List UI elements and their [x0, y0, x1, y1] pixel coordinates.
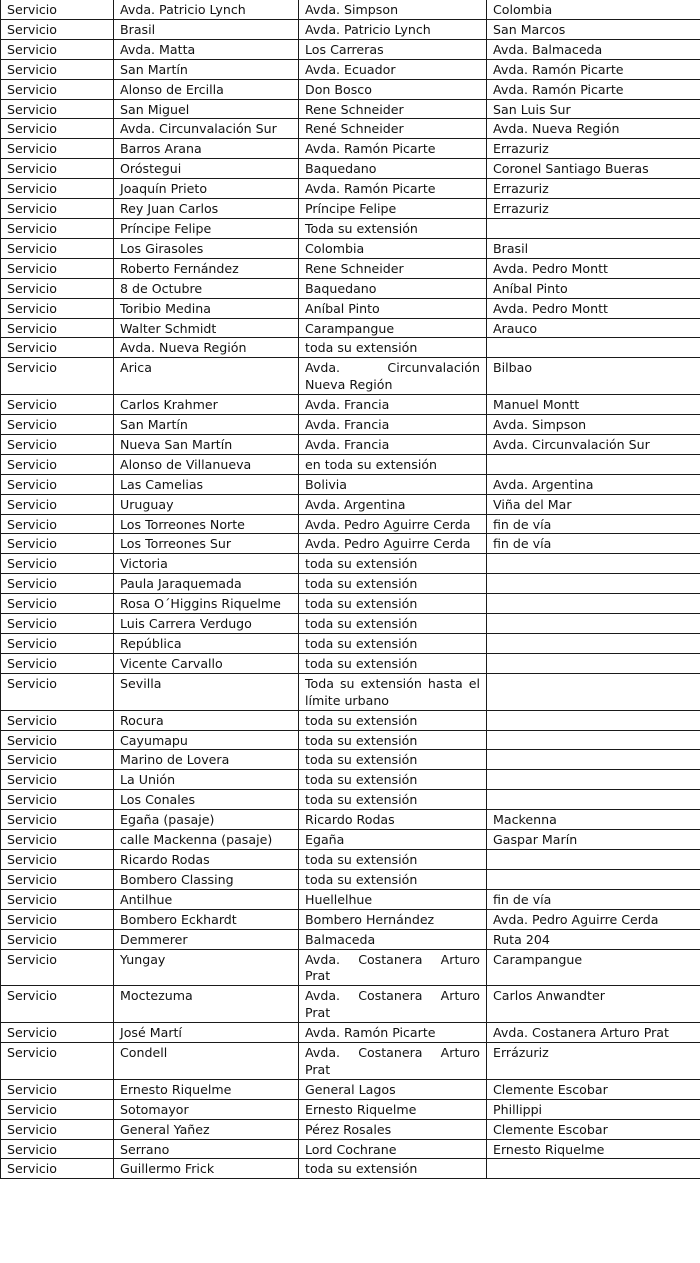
table-row	[1, 0, 700, 19]
table-row	[1, 39, 700, 59]
from-cell: toda su extensión	[299, 614, 487, 634]
type-cell: Servicio	[1, 298, 114, 318]
street-cell: Avda. Matta	[114, 39, 299, 59]
type-cell: Servicio	[1, 889, 114, 909]
to-cell: Clemente Escobar	[487, 1119, 700, 1139]
type-cell: Servicio	[1, 395, 114, 415]
street-cell: Rocura	[114, 710, 299, 730]
table-row	[1, 1079, 700, 1099]
to-cell: Avda. Pedro Aguirre Cerda	[487, 909, 700, 929]
from-cell: Baquedano	[299, 278, 487, 298]
from-cell: Carampangue	[299, 318, 487, 338]
street-cell: Avda. Nueva Región	[114, 338, 299, 358]
street-cell: Yungay	[114, 949, 299, 986]
to-cell: Errazuriz	[487, 139, 700, 159]
type-cell: Servicio	[1, 1119, 114, 1139]
type-cell: Servicio	[1, 59, 114, 79]
table-row	[1, 986, 700, 1023]
from-cell: Avda. Francia	[299, 434, 487, 454]
type-cell: Servicio	[1, 139, 114, 159]
type-cell: Servicio	[1, 534, 114, 554]
street-cell: Rey Juan Carlos	[114, 199, 299, 219]
from-cell: Príncipe Felipe	[299, 199, 487, 219]
to-cell	[487, 869, 700, 889]
to-cell: Avda. Nueva Región	[487, 119, 700, 139]
table-row	[1, 298, 700, 318]
type-cell: Servicio	[1, 238, 114, 258]
from-cell: toda su extensión	[299, 770, 487, 790]
table-row	[1, 1139, 700, 1159]
street-cell: Bombero Classing	[114, 869, 299, 889]
to-cell: Errázuriz	[487, 1043, 700, 1080]
street-cell: Luis Carrera Verdugo	[114, 614, 299, 634]
from-cell: Avda. Circunvalación Nueva Región	[299, 358, 487, 395]
table-row	[1, 710, 700, 730]
street-cell: Ricardo Rodas	[114, 849, 299, 869]
table-row	[1, 434, 700, 454]
street-cell: Avda. Circunvalación Sur	[114, 119, 299, 139]
street-cell: Los Girasoles	[114, 238, 299, 258]
to-cell: Avda. Costanera Arturo Prat	[487, 1023, 700, 1043]
to-cell	[487, 750, 700, 770]
type-cell: Servicio	[1, 949, 114, 986]
type-cell: Servicio	[1, 554, 114, 574]
from-cell: Egaña	[299, 830, 487, 850]
from-cell: toda su extensión	[299, 554, 487, 574]
to-cell	[487, 574, 700, 594]
table-row	[1, 790, 700, 810]
from-cell: Toda su extensión	[299, 218, 487, 238]
street-cell: Avda. Patricio Lynch	[114, 0, 299, 19]
to-cell: Avda. Circunvalación Sur	[487, 434, 700, 454]
from-cell: en toda su extensión	[299, 454, 487, 474]
table-row	[1, 810, 700, 830]
to-cell: Errazuriz	[487, 199, 700, 219]
table-row	[1, 653, 700, 673]
type-cell: Servicio	[1, 179, 114, 199]
street-cell: Los Torreones Sur	[114, 534, 299, 554]
street-cell: Sevilla	[114, 673, 299, 710]
table-row	[1, 514, 700, 534]
from-cell: Avda. Costanera Arturo Prat	[299, 1043, 487, 1080]
table-row	[1, 1043, 700, 1080]
street-cell: Sotomayor	[114, 1099, 299, 1119]
street-cell: Serrano	[114, 1139, 299, 1159]
street-cell: Victoria	[114, 554, 299, 574]
table-row	[1, 909, 700, 929]
street-cell: Alonso de Villanueva	[114, 454, 299, 474]
from-cell: Rene Schneider	[299, 99, 487, 119]
type-cell: Servicio	[1, 710, 114, 730]
to-cell: Bilbao	[487, 358, 700, 395]
from-cell: René Schneider	[299, 119, 487, 139]
to-cell: fin de vía	[487, 889, 700, 909]
type-cell: Servicio	[1, 258, 114, 278]
from-cell: Baquedano	[299, 159, 487, 179]
type-cell: Servicio	[1, 278, 114, 298]
to-cell	[487, 218, 700, 238]
to-cell	[487, 730, 700, 750]
to-cell	[487, 614, 700, 634]
table-row	[1, 278, 700, 298]
from-cell: toda su extensión	[299, 338, 487, 358]
from-cell: Avda. Costanera Arturo Prat	[299, 949, 487, 986]
to-cell: Gaspar Marín	[487, 830, 700, 850]
table-row	[1, 358, 700, 395]
from-cell: toda su extensión	[299, 730, 487, 750]
to-cell	[487, 338, 700, 358]
from-cell: Balmaceda	[299, 929, 487, 949]
street-cell: Los Conales	[114, 790, 299, 810]
to-cell: Coronel Santiago Bueras	[487, 159, 700, 179]
table-row	[1, 614, 700, 634]
from-cell: General Lagos	[299, 1079, 487, 1099]
street-cell: Condell	[114, 1043, 299, 1080]
to-cell	[487, 554, 700, 574]
type-cell: Servicio	[1, 1043, 114, 1080]
streets-table-body	[1, 0, 700, 1179]
street-cell: calle Mackenna (pasaje)	[114, 830, 299, 850]
from-cell: Avda. Francia	[299, 415, 487, 435]
to-cell: Ruta 204	[487, 929, 700, 949]
type-cell: Servicio	[1, 494, 114, 514]
from-cell: Don Bosco	[299, 79, 487, 99]
from-cell: Colombia	[299, 238, 487, 258]
table-row	[1, 474, 700, 494]
to-cell: Aníbal Pinto	[487, 278, 700, 298]
type-cell: Servicio	[1, 594, 114, 614]
type-cell: Servicio	[1, 830, 114, 850]
from-cell: toda su extensión	[299, 594, 487, 614]
table-row	[1, 139, 700, 159]
type-cell: Servicio	[1, 673, 114, 710]
to-cell: Clemente Escobar	[487, 1079, 700, 1099]
table-row	[1, 889, 700, 909]
from-cell: Avda. Ramón Picarte	[299, 179, 487, 199]
street-cell: Marino de Lovera	[114, 750, 299, 770]
table-row	[1, 1159, 700, 1179]
type-cell: Servicio	[1, 1023, 114, 1043]
table-row	[1, 554, 700, 574]
type-cell: Servicio	[1, 514, 114, 534]
type-cell: Servicio	[1, 19, 114, 39]
street-cell: La Unión	[114, 770, 299, 790]
table-row	[1, 179, 700, 199]
street-cell: Toribio Medina	[114, 298, 299, 318]
street-cell: San Miguel	[114, 99, 299, 119]
to-cell: Avda. Ramón Picarte	[487, 79, 700, 99]
from-cell: toda su extensión	[299, 750, 487, 770]
to-cell: Errazuriz	[487, 179, 700, 199]
street-cell: Carlos Krahmer	[114, 395, 299, 415]
table-row	[1, 238, 700, 258]
table-row	[1, 318, 700, 338]
from-cell: Avda. Simpson	[299, 0, 487, 19]
from-cell: toda su extensión	[299, 849, 487, 869]
to-cell: Avda. Balmaceda	[487, 39, 700, 59]
from-cell: toda su extensión	[299, 653, 487, 673]
table-row	[1, 218, 700, 238]
table-row	[1, 673, 700, 710]
table-row	[1, 99, 700, 119]
table-row	[1, 574, 700, 594]
table-row	[1, 929, 700, 949]
type-cell: Servicio	[1, 39, 114, 59]
to-cell: San Luis Sur	[487, 99, 700, 119]
to-cell: Ernesto Riquelme	[487, 1139, 700, 1159]
to-cell	[487, 594, 700, 614]
street-cell: Alonso de Ercilla	[114, 79, 299, 99]
from-cell: Ernesto Riquelme	[299, 1099, 487, 1119]
type-cell: Servicio	[1, 810, 114, 830]
street-cell: 8 de Octubre	[114, 278, 299, 298]
table-row	[1, 830, 700, 850]
type-cell: Servicio	[1, 119, 114, 139]
table-row	[1, 949, 700, 986]
to-cell: Avda. Ramón Picarte	[487, 59, 700, 79]
from-cell: Avda. Francia	[299, 395, 487, 415]
street-cell: General Yañez	[114, 1119, 299, 1139]
from-cell: Bombero Hernández	[299, 909, 487, 929]
table-row	[1, 199, 700, 219]
from-cell: Avda. Ramón Picarte	[299, 139, 487, 159]
to-cell	[487, 710, 700, 730]
to-cell: Avda. Pedro Montt	[487, 298, 700, 318]
to-cell: Carlos Anwandter	[487, 986, 700, 1023]
to-cell: Avda. Pedro Montt	[487, 258, 700, 278]
to-cell: Arauco	[487, 318, 700, 338]
to-cell: fin de vía	[487, 514, 700, 534]
table-row	[1, 415, 700, 435]
street-cell: Egaña (pasaje)	[114, 810, 299, 830]
table-row	[1, 59, 700, 79]
street-cell: San Martín	[114, 59, 299, 79]
table-row	[1, 1119, 700, 1139]
type-cell: Servicio	[1, 338, 114, 358]
to-cell: Mackenna	[487, 810, 700, 830]
type-cell: Servicio	[1, 434, 114, 454]
table-row	[1, 454, 700, 474]
table-row	[1, 869, 700, 889]
to-cell	[487, 1159, 700, 1179]
type-cell: Servicio	[1, 790, 114, 810]
from-cell: Avda. Pedro Aguirre Cerda	[299, 514, 487, 534]
from-cell: Avda. Ecuador	[299, 59, 487, 79]
type-cell: Servicio	[1, 986, 114, 1023]
type-cell: Servicio	[1, 1099, 114, 1119]
type-cell: Servicio	[1, 218, 114, 238]
table-row	[1, 750, 700, 770]
to-cell	[487, 454, 700, 474]
type-cell: Servicio	[1, 750, 114, 770]
type-cell: Servicio	[1, 1139, 114, 1159]
to-cell: Colombia	[487, 0, 700, 19]
type-cell: Servicio	[1, 358, 114, 395]
type-cell: Servicio	[1, 199, 114, 219]
from-cell: Lord Cochrane	[299, 1139, 487, 1159]
to-cell	[487, 653, 700, 673]
type-cell: Servicio	[1, 909, 114, 929]
street-cell: Joaquín Prieto	[114, 179, 299, 199]
table-row	[1, 594, 700, 614]
type-cell: Servicio	[1, 849, 114, 869]
from-cell: toda su extensión	[299, 574, 487, 594]
from-cell: Huellelhue	[299, 889, 487, 909]
table-row	[1, 119, 700, 139]
table-row	[1, 770, 700, 790]
table-row	[1, 338, 700, 358]
to-cell: Viña del Mar	[487, 494, 700, 514]
table-row	[1, 849, 700, 869]
table-row	[1, 79, 700, 99]
street-cell: Arica	[114, 358, 299, 395]
street-cell: Oróstegui	[114, 159, 299, 179]
street-cell: Guillermo Frick	[114, 1159, 299, 1179]
street-cell: Demmerer	[114, 929, 299, 949]
type-cell: Servicio	[1, 79, 114, 99]
from-cell: Toda su extensión hasta el límite urbano	[299, 673, 487, 710]
type-cell: Servicio	[1, 0, 114, 19]
type-cell: Servicio	[1, 929, 114, 949]
street-cell: Paula Jaraquemada	[114, 574, 299, 594]
from-cell: toda su extensión	[299, 634, 487, 654]
table-row	[1, 534, 700, 554]
from-cell: Avda. Argentina	[299, 494, 487, 514]
to-cell	[487, 849, 700, 869]
from-cell: Avda. Patricio Lynch	[299, 19, 487, 39]
street-cell: Rosa O´Higgins Riquelme	[114, 594, 299, 614]
from-cell: Aníbal Pinto	[299, 298, 487, 318]
table-row	[1, 494, 700, 514]
street-cell: Antilhue	[114, 889, 299, 909]
type-cell: Servicio	[1, 415, 114, 435]
street-cell: República	[114, 634, 299, 654]
street-cell: Las Camelias	[114, 474, 299, 494]
street-cell: San Martín	[114, 415, 299, 435]
table-row	[1, 634, 700, 654]
to-cell: Brasil	[487, 238, 700, 258]
table-row	[1, 395, 700, 415]
table-row	[1, 1023, 700, 1043]
from-cell: Avda. Costanera Arturo Prat	[299, 986, 487, 1023]
type-cell: Servicio	[1, 614, 114, 634]
street-cell: José Martí	[114, 1023, 299, 1043]
to-cell: San Marcos	[487, 19, 700, 39]
to-cell	[487, 790, 700, 810]
street-cell: Nueva San Martín	[114, 434, 299, 454]
to-cell: Avda. Argentina	[487, 474, 700, 494]
from-cell: toda su extensión	[299, 710, 487, 730]
from-cell: toda su extensión	[299, 790, 487, 810]
from-cell: Los Carreras	[299, 39, 487, 59]
type-cell: Servicio	[1, 730, 114, 750]
from-cell: Bolivia	[299, 474, 487, 494]
from-cell: toda su extensión	[299, 1159, 487, 1179]
street-cell: Roberto Fernández	[114, 258, 299, 278]
type-cell: Servicio	[1, 634, 114, 654]
to-cell: Manuel Montt	[487, 395, 700, 415]
street-cell: Brasil	[114, 19, 299, 39]
street-cell: Walter Schmidt	[114, 318, 299, 338]
street-cell: Los Torreones Norte	[114, 514, 299, 534]
type-cell: Servicio	[1, 574, 114, 594]
type-cell: Servicio	[1, 99, 114, 119]
type-cell: Servicio	[1, 653, 114, 673]
table-row	[1, 159, 700, 179]
to-cell	[487, 634, 700, 654]
type-cell: Servicio	[1, 869, 114, 889]
from-cell: Pérez Rosales	[299, 1119, 487, 1139]
type-cell: Servicio	[1, 159, 114, 179]
street-cell: Ernesto Riquelme	[114, 1079, 299, 1099]
type-cell: Servicio	[1, 1159, 114, 1179]
table-row	[1, 19, 700, 39]
to-cell	[487, 770, 700, 790]
type-cell: Servicio	[1, 318, 114, 338]
from-cell: Avda. Pedro Aguirre Cerda	[299, 534, 487, 554]
to-cell: Carampangue	[487, 949, 700, 986]
type-cell: Servicio	[1, 1079, 114, 1099]
from-cell: Avda. Ramón Picarte	[299, 1023, 487, 1043]
to-cell: fin de vía	[487, 534, 700, 554]
street-cell: Bombero Eckhardt	[114, 909, 299, 929]
street-cell: Moctezuma	[114, 986, 299, 1023]
street-cell: Uruguay	[114, 494, 299, 514]
street-cell: Vicente Carvallo	[114, 653, 299, 673]
from-cell: Ricardo Rodas	[299, 810, 487, 830]
table-row	[1, 258, 700, 278]
table-row	[1, 730, 700, 750]
from-cell: toda su extensión	[299, 869, 487, 889]
type-cell: Servicio	[1, 770, 114, 790]
to-cell: Avda. Simpson	[487, 415, 700, 435]
to-cell: Phillippi	[487, 1099, 700, 1119]
type-cell: Servicio	[1, 454, 114, 474]
street-cell: Barros Arana	[114, 139, 299, 159]
from-cell: Rene Schneider	[299, 258, 487, 278]
type-cell: Servicio	[1, 474, 114, 494]
table-row	[1, 1099, 700, 1119]
to-cell	[487, 673, 700, 710]
street-cell: Príncipe Felipe	[114, 218, 299, 238]
street-cell: Cayumapu	[114, 730, 299, 750]
